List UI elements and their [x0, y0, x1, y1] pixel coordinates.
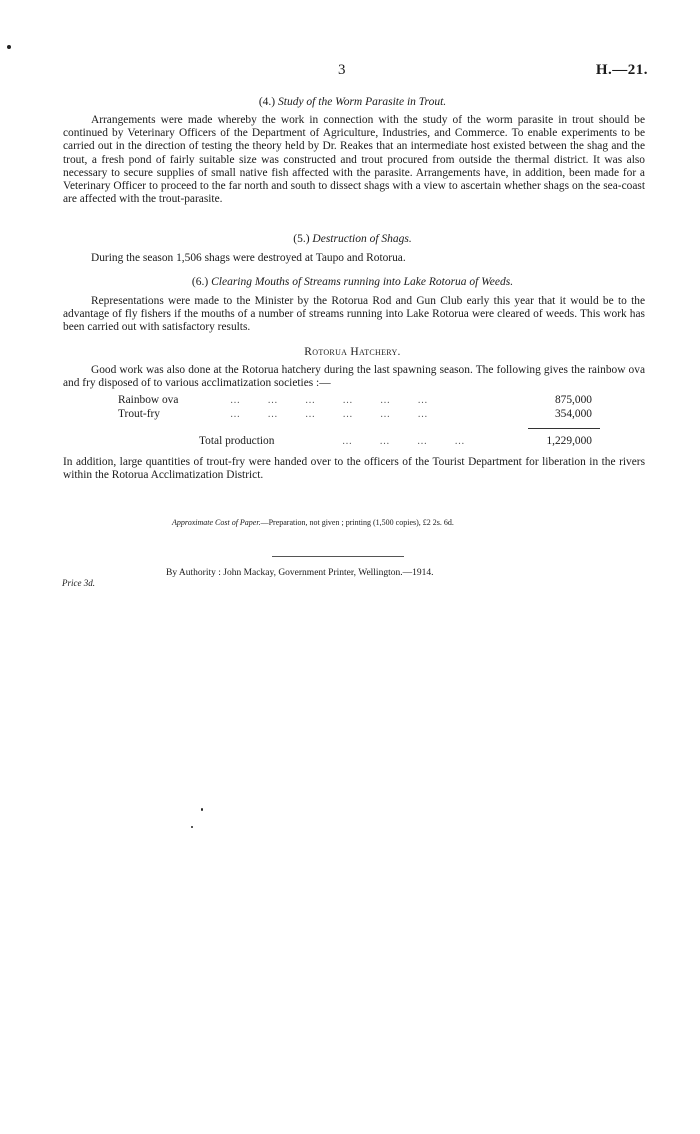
- row-value: 875,000: [554, 394, 592, 406]
- leader-dots: … … … … … …: [230, 395, 428, 406]
- scan-speck: [7, 45, 11, 49]
- section-heading-worm: (4.) Study of the Worm Parasite in Trout.: [258, 96, 447, 108]
- footer-rule: [272, 556, 404, 557]
- row-label: Trout-fry: [118, 408, 160, 420]
- scan-speck: [191, 826, 193, 828]
- section-text-shags: During the season 1,506 shags were destroyed at Taupo and Rotorua.: [91, 252, 406, 264]
- leader-dots: … … … … … …: [230, 409, 428, 420]
- scan-speck: [201, 808, 203, 811]
- section-heading-hatchery: Rotorua Hatchery.: [304, 346, 401, 358]
- section-heading-streams: (6.) Clearing Mouths of Streams running into Lake Rotorua of Weeds.: [191, 276, 514, 288]
- section-text-streams: Representations were made to the Minister by the Rotorua Rod and Gun Club early this year that it would be to the advantage of fly fishers if the mouths of a number of streams running into Lake Rotorua were cleared of weeds. This work has been carried out with satisfactory results.: [63, 295, 645, 334]
- total-label: Total production: [199, 435, 275, 447]
- paper-reference: H.—21.: [595, 62, 648, 78]
- section-text-hatchery: Good work was also done at the Rotorua hatchery during the last spawning season. The following gives the rainbow ova and fry disposed of to various acclimatization societies :—: [63, 364, 645, 390]
- total-value: 1,229,000: [546, 435, 592, 447]
- price-note: Price 3d.: [62, 578, 95, 588]
- row-value: 354,000: [554, 408, 592, 420]
- section-heading-shags: (5.) Destruction of Shags.: [293, 233, 412, 245]
- printer-authority: By Authority : John Mackay, Government Printer, Wellington.—1914.: [166, 568, 434, 578]
- row-label: Rainbow ova: [118, 394, 179, 406]
- sum-rule: [528, 428, 600, 429]
- leader-dots: … … … …: [342, 436, 465, 447]
- section-text-worm: Arrangements were made whereby the work in connection with the study of the worm parasite in trout should be continued by Veterinary Officers of the Department of Agriculture, Industries, and Commerce. To enable experiments to be carried out in the direction of testing the theory held by Dr. Reakes that an intermediate host existed between the shag and the trout, a fresh pond of fairly suitable size was constructed and trout procured from outside the thermal district. It was also necessary to secure supplies of small native fish affected with the parasite. Arrangements have, in addition, been made for a Veterinary Officer to proceed to the far north and south to dissect shags with a view to ascertain whether shags on the sea-coast are affected with the trout-parasite.: [63, 114, 645, 206]
- cost-note: Approximate Cost of Paper.—Preparation, not given ; printing (1,500 copies), £2 2s. 6d.: [172, 518, 454, 527]
- page-number: 3: [338, 62, 346, 78]
- section-text-hatchery-after: In addition, large quantities of trout-fry were handed over to the officers of the Tourist Department for liberation in the rivers within the Rotorua Acclimatization District.: [63, 456, 645, 482]
